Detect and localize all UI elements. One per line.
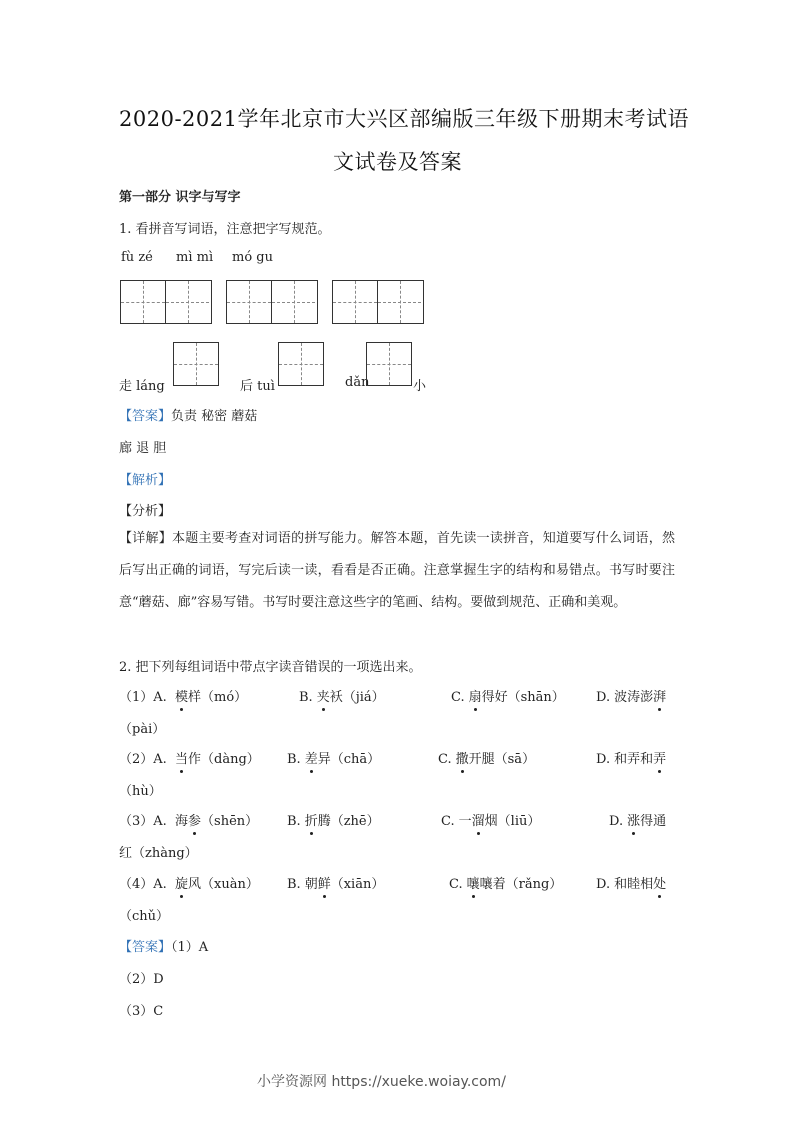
word-tui-prefix: 后 tuì: [240, 379, 275, 394]
answer-text: 负责 秘密 蘑菇: [171, 409, 258, 424]
option-text-post: 作（dàng）: [188, 752, 260, 767]
grid-cell: [333, 281, 377, 323]
dotted-character: 折: [304, 814, 318, 829]
writing-grid-mimi[interactable]: [226, 280, 318, 324]
option-b[interactable]: [287, 748, 380, 767]
grid-cell: [279, 343, 323, 385]
option-letter: C.: [441, 814, 455, 829]
dotted-character: 参: [188, 814, 202, 829]
option-letter: C.: [438, 752, 452, 767]
word-lang-prefix: 走 láng: [119, 379, 165, 394]
detail-text: 本题主要考查对词语的拼写能力。解答本题，首先读一读拼音，知道要写什么词语，然后写出正确的词语，写完后读一读，看看是否正确。注意掌握生字的结构和易错点。书写时要注意“蘑菇、廊”容易写错。书写时要注意这些字的笔画、结构。要做到规范、正确和美观。: [119, 531, 675, 610]
dotted-character: 涨: [627, 814, 641, 829]
option-text-pre: 一: [458, 814, 472, 829]
dotted-character: 夹: [316, 690, 330, 705]
doc-title-line2: 文试卷及答案: [333, 150, 462, 174]
option-d[interactable]: [596, 873, 666, 892]
writing-grid-dan[interactable]: [366, 342, 412, 386]
dotted-character: 溜: [471, 814, 485, 829]
q2-prompt: 2. 把下列每组词语中带点字读音错误的一项选出来。: [119, 660, 422, 675]
option-a[interactable]: [175, 810, 258, 829]
option-letter: D.: [609, 814, 624, 829]
option-wrap-text: （chǔ）: [119, 909, 170, 924]
option-text-post: （xiān）: [330, 877, 385, 892]
answer-1: （1）A: [171, 940, 209, 955]
q1-answer-line2: 廊 退 胆: [119, 441, 167, 456]
option-text-pre: 朝: [304, 877, 318, 892]
fenxi-label: 【分析】: [119, 504, 172, 519]
option-b[interactable]: [299, 686, 385, 705]
writing-grid-lang[interactable]: [173, 342, 219, 386]
option-wrap-text: （hù）: [119, 784, 162, 799]
dotted-character: 湃: [653, 690, 667, 705]
footer-watermark: 小学资源网 https://xueke.woiay.com/: [257, 1074, 506, 1090]
option-text-post: 样（mó）: [188, 690, 248, 705]
option-letter: B.: [287, 814, 301, 829]
option-letter: D.: [596, 752, 611, 767]
answer-label: 【答案】: [119, 409, 172, 424]
option-b[interactable]: [287, 810, 380, 829]
option-group-number: （1）A.: [119, 690, 167, 705]
option-wrap-text: 红（zhàng）: [119, 846, 198, 861]
option-letter: B.: [287, 752, 301, 767]
grid-cell: [367, 343, 411, 385]
option-letter: D.: [596, 877, 611, 892]
dotted-character: 当: [175, 752, 189, 767]
option-text-post: 异（chā）: [317, 752, 381, 767]
option-letter: C.: [449, 877, 463, 892]
option-text-post: 烟（liū）: [484, 814, 541, 829]
pinyin-3: mó gu: [232, 250, 273, 265]
grid-cell: [227, 281, 271, 323]
detail-paragraph: [119, 523, 675, 619]
dotted-character: 旋: [175, 877, 189, 892]
option-c[interactable]: [451, 686, 565, 705]
word-dan-prefix: dǎn: [345, 375, 370, 390]
option-a[interactable]: [175, 686, 247, 705]
grid-cell: [174, 343, 218, 385]
dotted-character: 处: [653, 877, 667, 892]
q2-answer: [119, 936, 208, 955]
writing-grid-fuze[interactable]: [120, 280, 212, 324]
option-group-number: （4）A.: [119, 877, 167, 892]
grid-cell: [377, 281, 421, 323]
option-b[interactable]: [287, 873, 384, 892]
pinyin-1: fù zé: [121, 250, 153, 265]
option-letter: B.: [287, 877, 301, 892]
option-a[interactable]: [175, 748, 260, 767]
option-d[interactable]: [596, 748, 666, 767]
option-text-post: （shēn）: [201, 814, 259, 829]
answer-label: 【答案】: [119, 940, 172, 955]
option-wrap-text: （pài）: [119, 722, 166, 737]
dotted-character: 模: [175, 690, 189, 705]
grid-cell: [165, 281, 209, 323]
option-letter: D.: [596, 690, 611, 705]
option-group-number: （3）A.: [119, 814, 167, 829]
pinyin-2: mì mì: [176, 250, 214, 265]
option-text-pre: 和睦相: [614, 877, 654, 892]
option-text-pre: 波涛澎: [614, 690, 654, 705]
option-c[interactable]: [438, 748, 535, 767]
option-text-post: 嚷着（rǎng）: [479, 877, 563, 892]
option-letter: C.: [451, 690, 465, 705]
option-text-post: 袄（jiá）: [329, 690, 385, 705]
writing-grid-mogu[interactable]: [332, 280, 424, 324]
detail-label: 【详解】: [119, 531, 172, 546]
dotted-character: 扇: [468, 690, 482, 705]
option-text-post: 得好（shān）: [481, 690, 565, 705]
answer-3: （3）C: [119, 1004, 164, 1019]
writing-grid-tui[interactable]: [278, 342, 324, 386]
option-d[interactable]: [609, 810, 666, 829]
option-text-post: 开腿（sā）: [468, 752, 536, 767]
option-text-pre: 和弄和: [614, 752, 654, 767]
analysis-label: 【解析】: [119, 473, 172, 488]
dotted-character: 弄: [653, 752, 667, 767]
section-heading: 第一部分 识字与写字: [119, 190, 241, 205]
option-text-pre: 海: [175, 814, 189, 829]
dotted-character: 撒: [455, 752, 469, 767]
answer-2: （2）D: [119, 972, 164, 987]
option-text-post: 腾（zhē）: [317, 814, 380, 829]
dotted-character: 嚷: [466, 877, 480, 892]
option-c[interactable]: [449, 873, 562, 892]
q1-prompt: 1. 看拼音写词语，注意把字写规范。: [119, 222, 331, 237]
word-dan-suffix: 小: [413, 379, 427, 394]
grid-cell: [271, 281, 315, 323]
dotted-character: 鲜: [317, 877, 331, 892]
option-text-post: 风（xuàn）: [188, 877, 259, 892]
doc-title-line1: 2020-2021学年北京市大兴区部编版三年级下册期末考试语: [119, 107, 689, 131]
option-letter: B.: [299, 690, 313, 705]
option-a[interactable]: [175, 873, 259, 892]
option-text-post: 得通: [640, 814, 667, 829]
option-c[interactable]: [441, 810, 540, 829]
grid-cell: [121, 281, 165, 323]
dotted-character: 差: [304, 752, 318, 767]
option-d[interactable]: [596, 686, 666, 705]
option-group-number: （2）A.: [119, 752, 167, 767]
q1-answer: [119, 405, 257, 424]
